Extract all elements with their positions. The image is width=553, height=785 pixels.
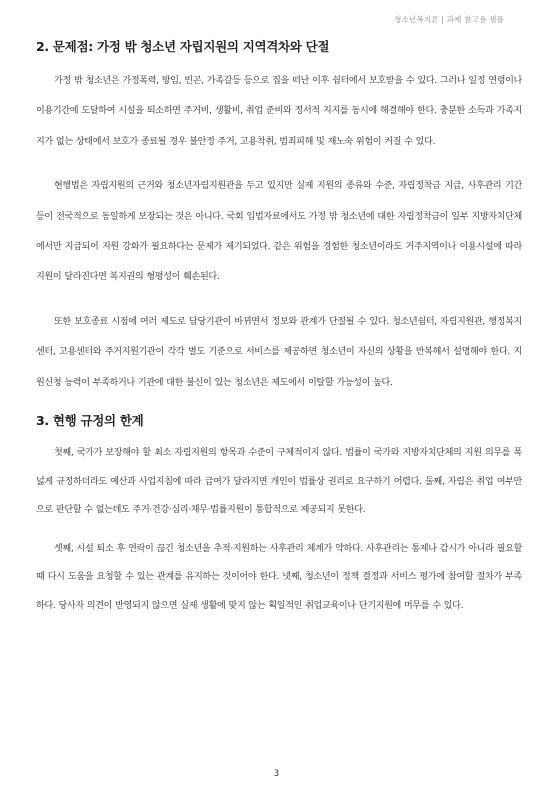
section-3-paragraph-2: 셋째, 시설 퇴소 후 연락이 끊긴 청소년을 추적·지원하는 사후관리 체계가 약하다. 사후관리는 통제나 감시가 아니라 필요할 때 다시 도움을 요청할 수 있는 관계를 유지하는 것이어야 한다. 넷째, 청소년이 정책 결정과 서비스 평가에 참여할 절차가 부족하다. 당사자 의견이 반영되지 않으면 실제 생활에 맞지 않는 획일적인 취업교육이나 단기지원에 머무를 수 있다. xyxy=(36,543,522,612)
section-3-paragraph-1: 첫째, 국가가 보장해야 할 최소 자립지원의 항목과 수준이 구체적이지 않다. 법률이 국가와 지방자치단체의 지원 의무를 폭넓게 규정하더라도 예산과 사업지침에 따라 급여가 달라지면 개인이 법률상 권리로 요구하기 어렵다. 둘째, 자립은 취업 여부만으로 판단할 수 없는데도 주거·건강·심리·채무·법률지원이 통합적으로 제공되지 못한다. xyxy=(36,448,522,516)
page-content xyxy=(36,38,522,631)
section-3-title: 3. 현행 규정의 한계 xyxy=(36,413,144,429)
section-2-paragraph-1: 가정 밖 청소년은 가정폭력, 방임, 빈곤, 가족갈등 등으로 집을 떠난 이후 쉼터에서 보호받을 수 있다. 그러나 일정 연령이나 이용기간에 도달하여 시설을 퇴소하면 주거비, 생활비, 취업 준비와 정서적 지지를 동시에 해결해야 한다. 충분한 소득과 가족지지가 없는 상태에서 보호가 종료될 경우 불안정 주거, 고용착취, 범죄피해 및 재노숙 위험이 커질 수 있다. xyxy=(36,76,522,147)
running-header: 청소년복지론 | 과제 참고용 샘플 xyxy=(394,15,504,24)
section-2-paragraph-3: 또한 보호종료 시점에 여러 제도로 담당기관이 바뀌면서 정보와 관계가 단절될 수 있다. 청소년쉼터, 자립지원관, 행정복지센터, 고용센터와 주거지원기관이 각각 별도 기준으로 서비스를 제공하면 청소년이 자신의 상황을 반복해서 설명해야 한다. 지원신청 능력이 부족하거나 기관에 대한 불신이 있는 청소년은 제도에서 이탈할 가능성이 높다. xyxy=(36,316,522,388)
section-2 xyxy=(36,38,522,398)
section-2-paragraph-2: 현행법은 자립지원의 근거와 청소년자립지원관을 두고 있지만 실제 지원의 종류와 수준, 자립정착금 지급, 사후관리 기간 등이 전국적으로 동일하게 보장되는 것은 아니다. 국회 입법자료에서도 가정 밖 청소년에 대한 자립정착금이 일부 지방자치단체에서만 지급되어 지원 강화가 필요하다는 문제가 제기되었다. 같은 위험을 경험한 청소년이라도 거주지역이나 이용시설에 따라 지원이 달라진다면 복지권의 형평성이 훼손된다. xyxy=(36,181,522,283)
page-number: 3 xyxy=(273,769,280,779)
section-3 xyxy=(36,412,522,621)
section-2-title: 2. 문제점: 가정 밖 청소년 자립지원의 지역격차와 단절 xyxy=(36,39,330,54)
